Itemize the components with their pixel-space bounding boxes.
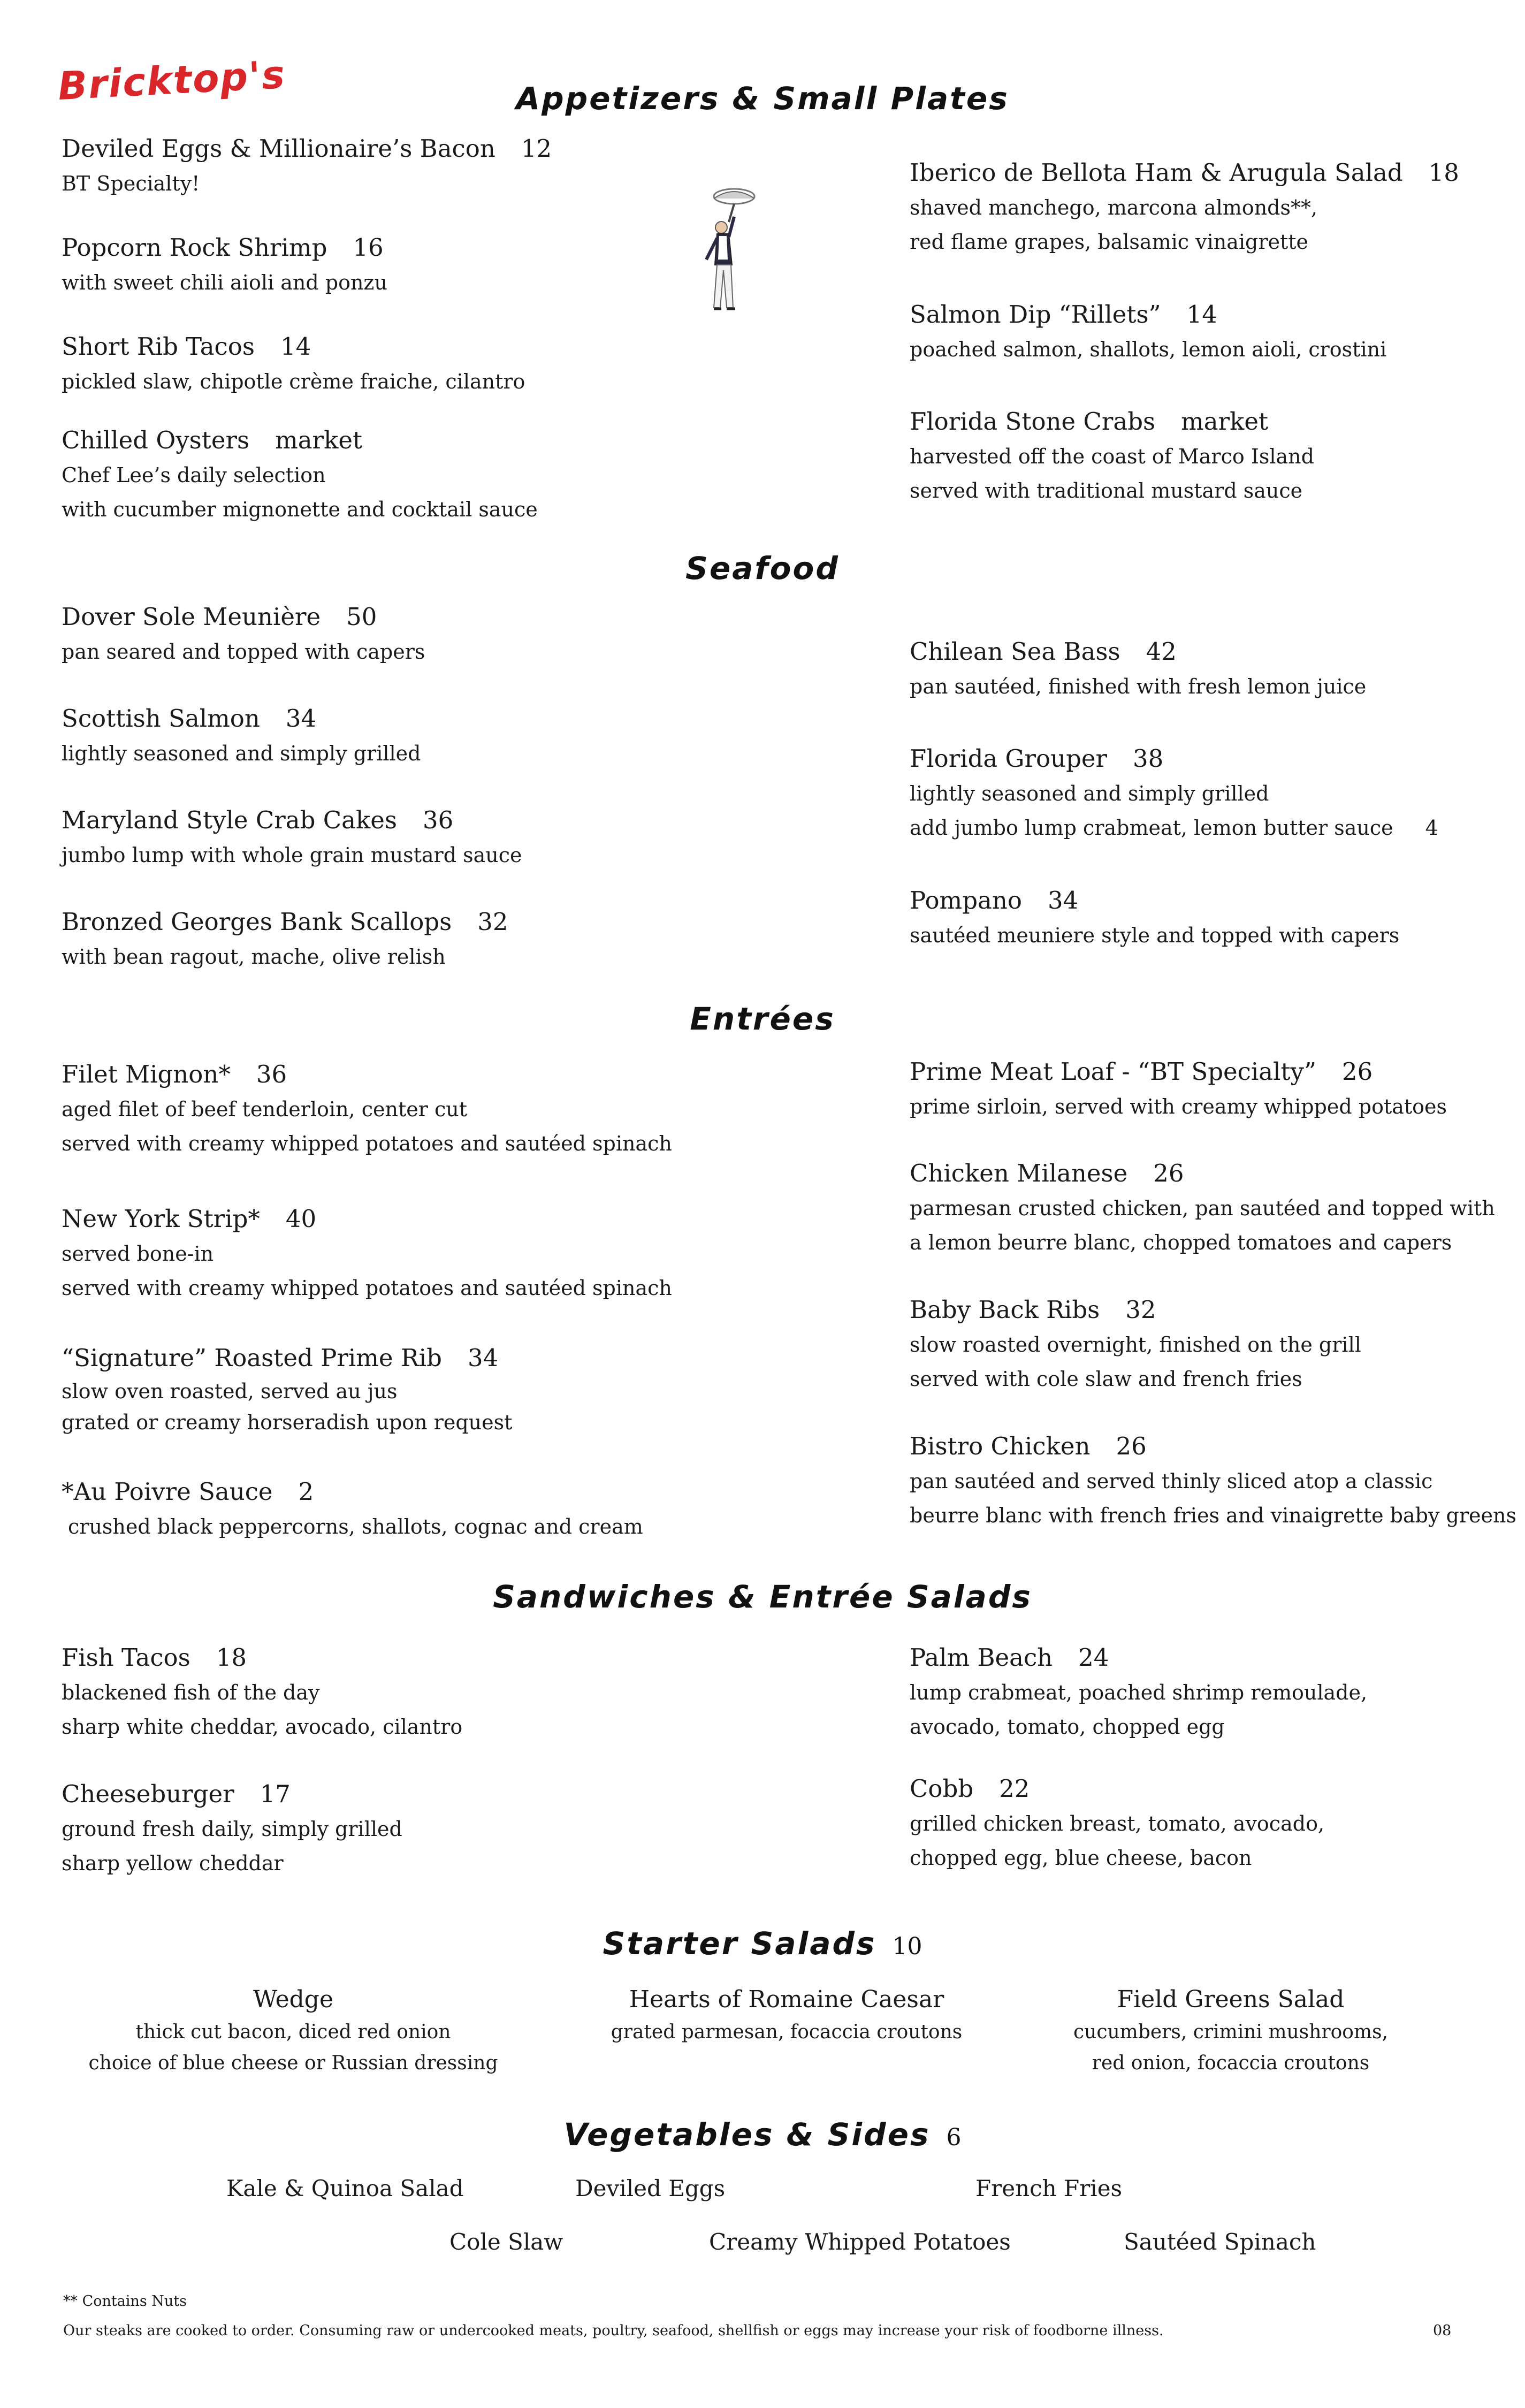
item-desc: served with creamy whipped potatoes and sautéed spinach	[62, 1276, 672, 1300]
menu-item	[62, 1057, 704, 1161]
item-name: Iberico de Bellota Ham & Arugula Salad	[910, 158, 1403, 187]
starter-salad	[79, 1983, 507, 2079]
item-desc: a lemon beurre blanc, chopped tomatoes and capers	[910, 1231, 1452, 1254]
item-name: New York Strip*	[62, 1205, 260, 1233]
item-desc: served with cole slaw and french fries	[910, 1367, 1302, 1391]
item-name: Popcorn Rock Shrimp	[62, 233, 327, 262]
item-desc: with sweet chili aioli and ponzu	[62, 271, 387, 294]
item-desc: cucumbers, crimini mushrooms,	[1073, 2021, 1389, 2043]
starter-salad	[1017, 1983, 1445, 2079]
item-desc: served with creamy whipped potatoes and sautéed spinach	[62, 1132, 672, 1155]
item-desc: add jumbo lump crabmeat, lemon butter sauce	[910, 816, 1393, 840]
section-heading-appetizers: Appetizers & Small Plates	[516, 80, 1009, 117]
item-desc: pan sautéed and served thinly sliced atop a classic	[910, 1469, 1433, 1493]
item-name: Short Rib Tacos	[62, 332, 255, 361]
item-desc: grated parmesan, focaccia croutons	[611, 2021, 963, 2043]
item-desc: parmesan crusted chicken, pan sautéed and topped with	[910, 1197, 1495, 1220]
item-desc: shaved manchego, marcona almonds**,	[910, 196, 1318, 219]
item-price: 32	[477, 908, 508, 936]
add-on-price: 4	[1425, 816, 1438, 840]
page-code: 08	[1433, 2322, 1452, 2339]
item-name: Maryland Style Crab Cakes	[62, 806, 397, 834]
item-name: Fish Tacos	[62, 1643, 190, 1672]
menu-item	[62, 904, 704, 974]
item-desc: choice of blue cheese or Russian dressing	[88, 2052, 498, 2074]
menu-item	[910, 1429, 1525, 1533]
item-name: Cheeseburger	[62, 1780, 234, 1808]
item-desc: poached salmon, shallots, lemon aioli, crostini	[910, 338, 1387, 361]
item-price: 18	[1428, 158, 1459, 187]
item-desc: Chef Lee’s daily selection	[62, 463, 326, 487]
menu-item	[62, 1201, 704, 1305]
section-title: Vegetables & Sides	[563, 2116, 931, 2153]
item-price: 24	[1078, 1643, 1109, 1672]
item-desc: grated or creamy horseradish upon request	[62, 1411, 513, 1434]
item-price: 26	[1116, 1432, 1147, 1460]
item-price: 40	[285, 1205, 317, 1233]
menu-item	[910, 155, 1525, 259]
side-item: Deviled Eggs	[575, 2175, 726, 2201]
item-price: 42	[1146, 637, 1177, 666]
brand-logo: Bricktop's	[57, 51, 287, 109]
menu-item	[62, 1777, 704, 1880]
item-price: 12	[521, 134, 552, 163]
item-name: Wedge	[253, 1986, 334, 2013]
item-name: Chilled Oysters	[62, 426, 250, 454]
item-desc: red onion, focaccia croutons	[1092, 2052, 1370, 2074]
item-name: Deviled Eggs & Millionaire’s Bacon	[62, 134, 495, 163]
item-name: Dover Sole Meunière	[62, 603, 321, 631]
item-desc: lightly seasoned and simply grilled	[910, 782, 1269, 805]
item-name: Scottish Salmon	[62, 704, 260, 733]
item-name: “Signature” Roasted Prime Rib	[62, 1344, 442, 1372]
menu-item	[910, 404, 1525, 508]
menu-item	[910, 634, 1525, 704]
item-price: 34	[467, 1344, 499, 1372]
item-name: Bistro Chicken	[910, 1432, 1091, 1460]
side-item: Creamy Whipped Potatoes	[709, 2229, 1011, 2255]
item-desc: slow oven roasted, served au jus	[62, 1380, 398, 1403]
item-name: Bronzed Georges Bank Scallops	[62, 908, 452, 936]
item-name: Filet Mignon*	[62, 1060, 231, 1088]
item-name: Baby Back Ribs	[910, 1296, 1100, 1324]
menu-item	[62, 1640, 704, 1744]
menu-item	[910, 1156, 1525, 1260]
health-warning: Our steaks are cooked to order. Consuming raw or undercooked meats, poultry, seafood, shellfish or eggs may increase your risk of foodborne illness.	[63, 2322, 1164, 2339]
menu-item	[62, 803, 704, 872]
item-name: Salmon Dip “Rillets”	[910, 300, 1161, 329]
menu-item	[62, 329, 704, 399]
section-price: 6	[946, 2124, 962, 2151]
side-item: Sautéed Spinach	[1124, 2229, 1316, 2255]
item-name: Chilean Sea Bass	[910, 637, 1120, 666]
item-desc: sharp white cheddar, avocado, cilantro	[62, 1715, 463, 1739]
item-price: 14	[280, 332, 311, 361]
item-desc: blackened fish of the day	[62, 1681, 320, 1704]
item-desc: red flame grapes, balsamic vinaigrette	[910, 230, 1309, 254]
item-price: 14	[1186, 300, 1217, 329]
item-desc: pan sautéed, finished with fresh lemon juice	[910, 675, 1367, 698]
item-desc: avocado, tomato, chopped egg	[910, 1715, 1225, 1739]
item-desc: prime sirloin, served with creamy whipped potatoes	[910, 1095, 1447, 1118]
item-name: Palm Beach	[910, 1643, 1053, 1672]
menu-item	[62, 1474, 704, 1544]
starter-salad	[573, 1983, 1001, 2048]
item-desc: grilled chicken breast, tomato, avocado,	[910, 1812, 1325, 1835]
item-price: market	[275, 426, 363, 454]
item-price: 32	[1125, 1296, 1156, 1324]
item-name: Hearts of Romaine Caesar	[629, 1986, 944, 2013]
section-heading-seafood: Seafood	[685, 550, 840, 586]
side-item: Cole Slaw	[449, 2229, 563, 2255]
menu-item	[910, 1771, 1525, 1875]
item-price: 26	[1153, 1159, 1184, 1187]
item-desc: lump crabmeat, poached shrimp remoulade,	[910, 1681, 1368, 1704]
item-name: Pompano	[910, 886, 1022, 915]
menu-item	[62, 131, 704, 201]
item-desc: ground fresh daily, simply grilled	[62, 1817, 402, 1841]
item-desc: chopped egg, blue cheese, bacon	[910, 1846, 1252, 1870]
menu-item	[62, 599, 704, 669]
item-desc: with bean ragout, mache, olive relish	[62, 945, 446, 969]
item-name: Chicken Milanese	[910, 1159, 1128, 1187]
item-name: Prime Meat Loaf - “BT Specialty”	[910, 1057, 1316, 1086]
menu-item	[62, 423, 704, 527]
item-price: 16	[353, 233, 384, 262]
item-price: 38	[1133, 744, 1164, 773]
side-item: Kale & Quinoa Salad	[226, 2175, 464, 2201]
item-name: Field Greens Salad	[1117, 1986, 1345, 2013]
item-price: 34	[285, 704, 317, 733]
section-heading-vegetables	[0, 2116, 1525, 2153]
item-desc: BT Specialty!	[62, 172, 200, 195]
menu-item	[62, 230, 704, 300]
item-price: 36	[422, 806, 454, 834]
item-price: 34	[1047, 886, 1079, 915]
item-desc: lightly seasoned and simply grilled	[62, 742, 421, 765]
item-desc: slow roasted overnight, finished on the grill	[910, 1333, 1361, 1357]
menu-item	[910, 1640, 1525, 1744]
item-desc: pickled slaw, chipotle crème fraiche, cilantro	[62, 370, 525, 393]
item-desc: sharp yellow cheddar	[62, 1851, 284, 1875]
menu-item	[62, 1340, 704, 1438]
item-name: Cobb	[910, 1774, 974, 1803]
menu-item	[910, 297, 1525, 367]
item-desc: harvested off the coast of Marco Island	[910, 445, 1314, 468]
item-name: Florida Grouper	[910, 744, 1108, 773]
item-desc: sautéed meuniere style and topped with capers	[910, 924, 1400, 947]
item-price: 18	[216, 1643, 247, 1672]
item-price: 50	[346, 603, 377, 631]
item-desc: crushed black peppercorns, shallots, cognac and cream	[68, 1515, 643, 1538]
menu-item	[910, 1054, 1525, 1124]
item-desc: pan seared and topped with capers	[62, 640, 425, 664]
item-name: *Au Poivre Sauce	[62, 1477, 273, 1506]
section-price: 10	[892, 1933, 922, 1960]
item-price: 2	[298, 1477, 314, 1506]
item-desc: served with traditional mustard sauce	[910, 479, 1303, 502]
item-price: 26	[1341, 1057, 1373, 1086]
section-heading-entrees: Entrées	[690, 1001, 835, 1037]
item-price: 22	[999, 1774, 1030, 1803]
menu-item	[910, 883, 1525, 952]
item-desc: jumbo lump with whole grain mustard sauce	[62, 843, 522, 867]
item-desc: beurre blanc with french fries and vinaigrette baby greens	[910, 1504, 1516, 1527]
item-price: market	[1181, 407, 1269, 436]
item-desc: served bone-in	[62, 1242, 214, 1266]
menu-item	[910, 741, 1525, 845]
item-name: Florida Stone Crabs	[910, 407, 1156, 436]
menu-item	[62, 701, 704, 771]
waiter-illustration	[696, 185, 771, 324]
nuts-note: ** Contains Nuts	[63, 2293, 187, 2310]
item-desc: aged filet of beef tenderloin, center cut	[62, 1098, 467, 1121]
item-price: 17	[260, 1780, 291, 1808]
menu-item	[910, 1292, 1525, 1396]
item-price: 36	[256, 1060, 287, 1088]
side-item: French Fries	[975, 2175, 1123, 2201]
section-heading-starter-salads	[0, 1925, 1525, 1962]
item-desc: with cucumber mignonette and cocktail sauce	[62, 498, 538, 521]
section-title: Starter Salads	[603, 1925, 876, 1962]
item-desc: thick cut bacon, diced red onion	[135, 2021, 451, 2043]
section-heading-sandwiches: Sandwiches & Entrée Salads	[493, 1579, 1032, 1615]
